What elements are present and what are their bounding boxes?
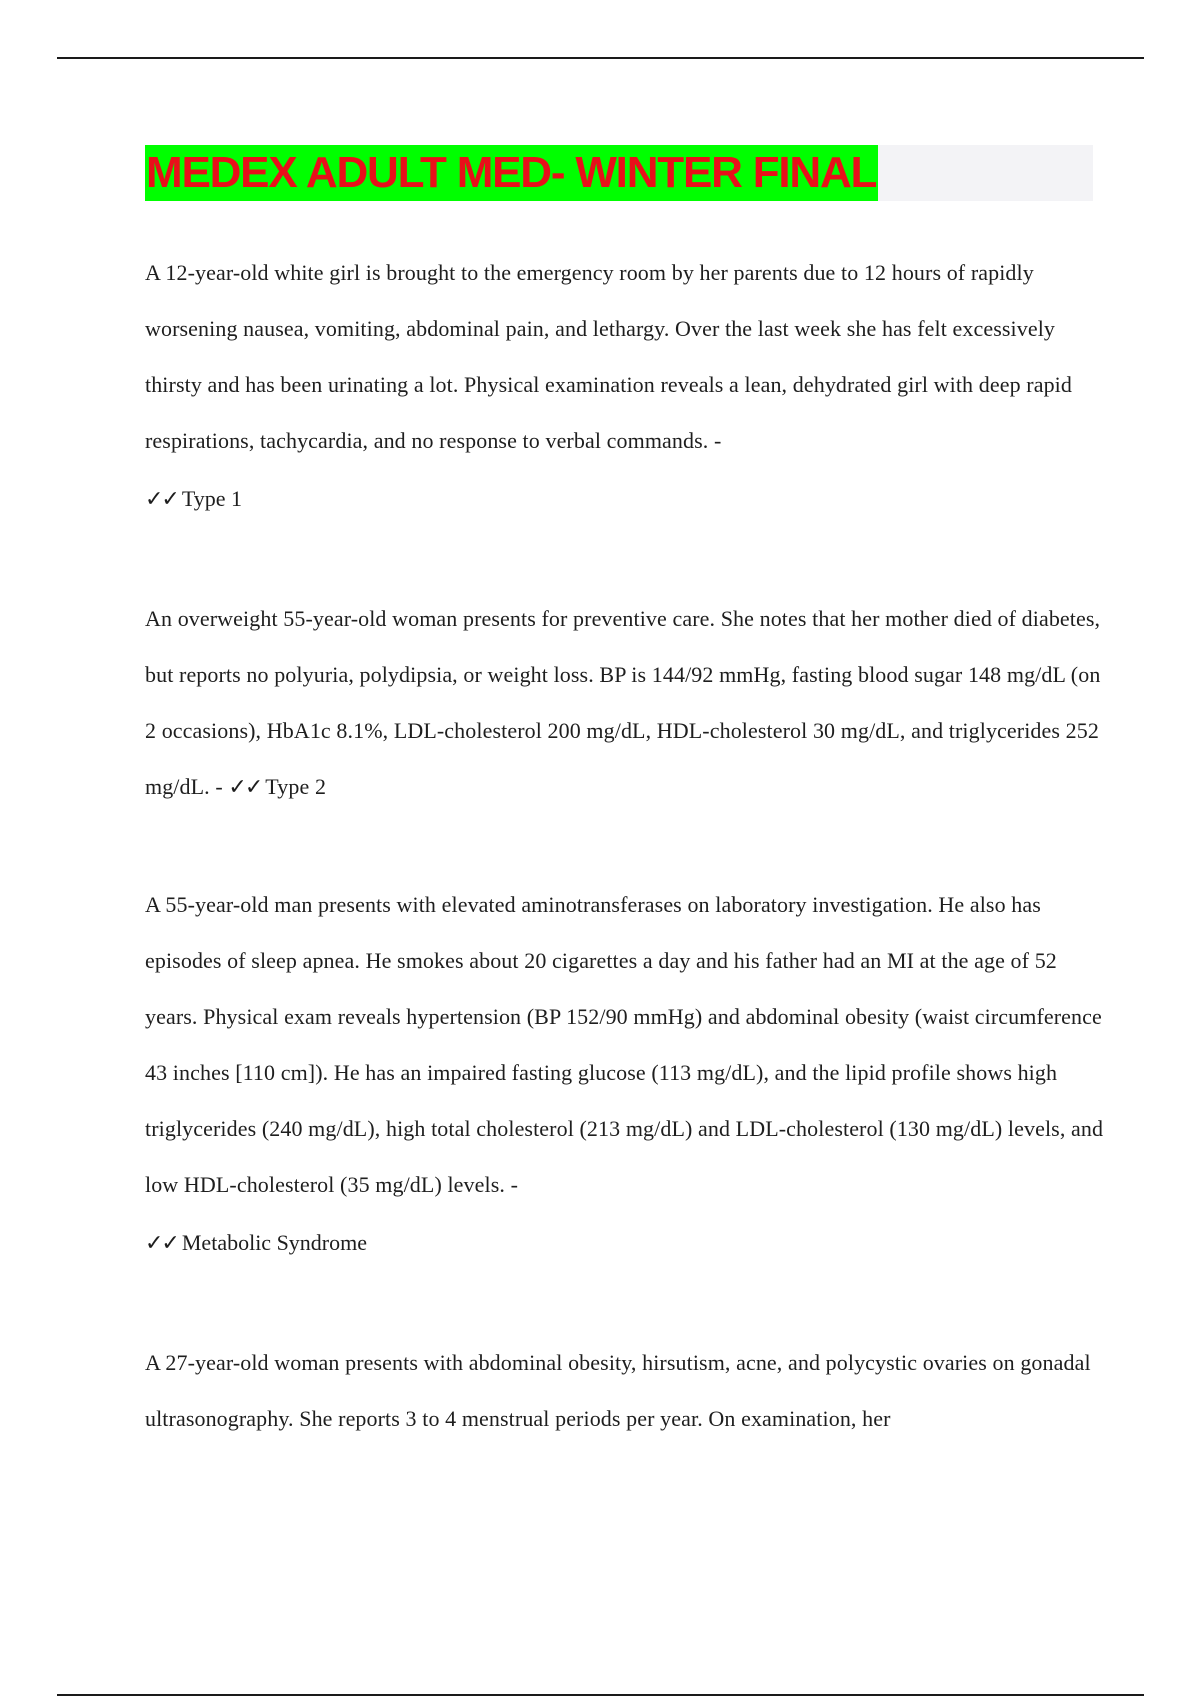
answer-line [145, 1213, 1105, 1274]
title-highlight [145, 145, 878, 201]
qa-item [145, 877, 1105, 1274]
question-text: A 27-year-old woman presents with abdominal obesity, hirsutism, acne, and polycystic ovaries on gonadal ultrasonography. She reports 3 to 4 menstrual periods per year. On examination, her [145, 1350, 1091, 1431]
page-title: MEDEX ADULT MED- WINTER FINAL [146, 148, 877, 197]
answer-text: Type 1 [181, 486, 243, 511]
question-text: A 55-year-old man presents with elevated aminotransferases on laboratory investigation. He also has episodes of sleep apnea. He smokes about 20 cigarettes a day and his father had an MI at the age of 52 years. Physical exam reveals hypertension (BP 152/90 mmHg) and abdominal obesity (waist circumference 43 inches [110 cm]). He has an impaired fasting glucose (113 mg/dL), and the lipid profile shows high triglycerides (240 mg/dL), high total cholesterol (213 mg/dL) and LDL-cholesterol (130 mg/dL) levels, and low HDL-cholesterol (35 mg/dL) levels. - [145, 892, 1104, 1197]
qa-item [145, 1335, 1105, 1447]
answer-text: Metabolic Syndrome [181, 1230, 368, 1255]
qa-item [145, 591, 1105, 816]
answer-line [145, 469, 1105, 530]
question-body: An overweight 55-year-old woman presents for preventive care. She notes that her mother died of diabetes, but reports no polyuria, polydipsia, or weight loss. BP is 144/92 mmHg, fasting blood sugar 148 mg/dL (on 2 occasions), HbA1c 8.1%, LDL-cholesterol 200 mg/dL, HDL-cholesterol 30 mg/dL, and triglycerides 252 mg/dL. - [145, 606, 1101, 799]
answer-text: Type 2 [265, 774, 327, 799]
bottom-rule [57, 1694, 1144, 1696]
double-check-icon: ✓✓ [145, 1231, 178, 1256]
document-body [145, 245, 1105, 1508]
double-check-icon: ✓✓ [145, 487, 178, 512]
question-text [145, 591, 1105, 816]
qa-item [145, 245, 1105, 530]
question-text: A 12-year-old white girl is brought to the emergency room by her parents due to 12 hours of rapidly worsening nausea, vomiting, abdominal pain, and lethargy. Over the last week she has felt excessively thirsty and has been urinating a lot. Physical examination reveals a lean, dehydrated girl with deep rapid respirations, tachycardia, and no response to verbal commands. - [145, 260, 1072, 453]
double-check-icon: ✓✓ [228, 775, 262, 800]
top-rule [57, 57, 1144, 59]
